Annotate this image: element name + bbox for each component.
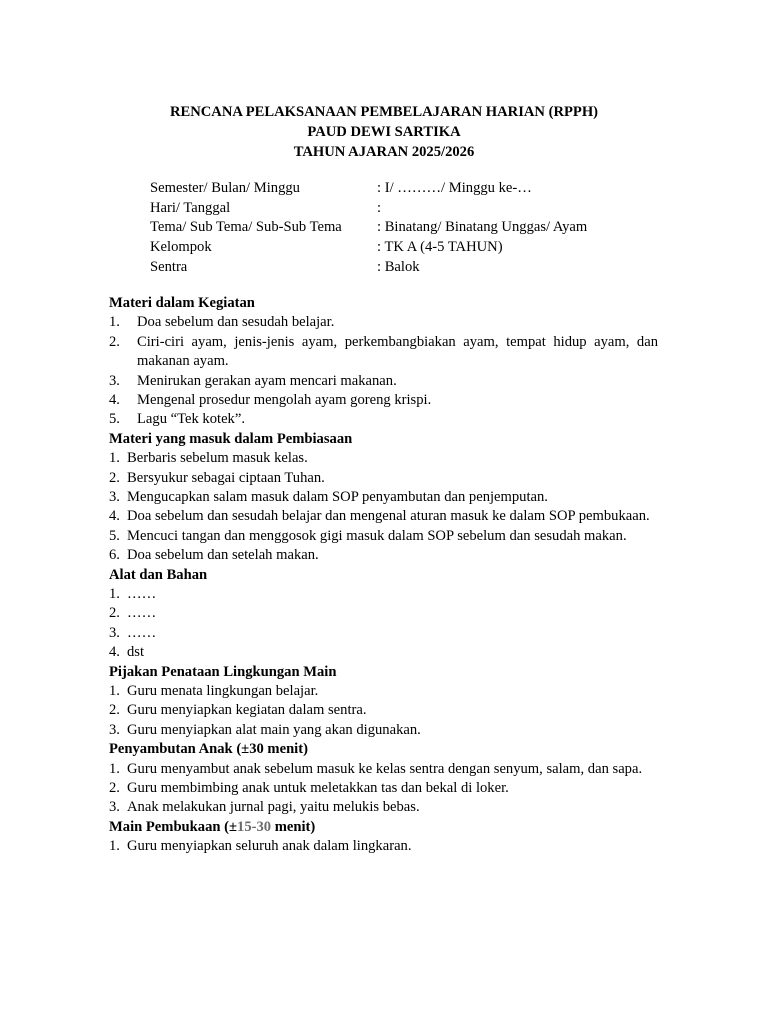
info-row-sentra: [150, 258, 587, 278]
list-text: Guru menyiapkan kegiatan dalam sentra.: [127, 702, 367, 719]
info-label: Hari/ Tanggal: [150, 199, 231, 216]
list-text: Guru menyiapkan alat main yang akan digunakan.: [127, 721, 421, 738]
list-item: [109, 391, 658, 410]
list-number: 3.: [109, 624, 120, 641]
list-pijakan: [109, 682, 658, 740]
list-number: 5.: [109, 527, 120, 544]
list-number: 3.: [109, 372, 120, 389]
info-row-hari: [150, 199, 587, 219]
list-number: 2.: [109, 333, 120, 350]
section-heading-penyambutan: Penyambutan Anak (±30 menit): [109, 741, 308, 758]
list-item: [109, 372, 658, 391]
info-value: :: [377, 199, 382, 216]
list-text: ……: [127, 624, 157, 641]
list-item: [109, 469, 658, 488]
list-number: 1.: [109, 760, 120, 777]
list-item: [109, 837, 658, 856]
list-number: 1.: [109, 838, 120, 855]
list-text: ……: [127, 605, 157, 622]
list-item: [109, 527, 658, 546]
list-number: 1.: [109, 450, 120, 467]
list-number: 2.: [109, 702, 120, 719]
section-heading-pembukaan: [109, 818, 658, 837]
list-item: [109, 333, 658, 372]
list-number: 2.: [109, 469, 120, 486]
list-item: [109, 488, 658, 507]
list-number: 1.: [109, 314, 120, 331]
list-item: [109, 410, 658, 429]
list-number: 4.: [109, 392, 120, 409]
info-value: : I/ ………/ Minggu ke-…: [377, 180, 532, 196]
list-item: [109, 604, 658, 623]
list-item: [109, 585, 658, 604]
list-item: [109, 760, 658, 779]
title-line-1: RENCANA PELAKSANAAN PEMBELAJARAN HARIAN (RPPH): [169, 104, 599, 120]
list-number: 3.: [109, 721, 120, 738]
list-item: [109, 701, 658, 720]
list-text: dst: [127, 644, 145, 661]
list-item: [109, 779, 658, 798]
list-number: 6.: [109, 547, 120, 564]
info-label: Tema/ Sub Tema/ Sub-Sub Tema: [150, 219, 342, 236]
info-label: Semester/ Bulan/ Minggu: [150, 180, 300, 196]
document-body: [109, 294, 658, 857]
list-text: Guru menata lingkungan belajar.: [127, 683, 319, 700]
list-number: 1.: [109, 586, 120, 603]
list-item: [109, 449, 658, 468]
info-row-kelompok: [150, 238, 587, 258]
list-penyambutan: [109, 760, 658, 818]
section-heading-pijakan: Pijakan Penataan Lingkungan Main: [109, 663, 337, 680]
list-text: Lagu “Tek kotek”.: [137, 411, 245, 428]
list-text: Guru membimbing anak untuk meletakkan tas dan bekal di loker.: [127, 780, 509, 797]
info-value: : Binatang/ Binatang Unggas/ Ayam: [377, 219, 588, 236]
info-label: Sentra: [150, 258, 188, 275]
list-text: Ciri-ciri ayam, jenis-jenis ayam, perkembangbiakan ayam, tempat hidup ayam, dan makanan ayam.: [137, 333, 658, 370]
info-row-semester: [150, 179, 587, 199]
section-heading-alat-bahan: Alat dan Bahan: [109, 566, 208, 583]
list-number: 3.: [109, 799, 120, 816]
list-text: Doa sebelum dan setelah makan.: [127, 547, 319, 564]
heading-duration: 15-30: [237, 818, 272, 835]
heading-text-post: menit): [271, 818, 316, 835]
list-pembukaan: [109, 837, 658, 856]
list-item: [109, 798, 658, 817]
list-alat-bahan: [109, 585, 658, 663]
list-item: [109, 682, 658, 701]
list-text: Mengucapkan salam masuk dalam SOP penyambutan dan penjemputan.: [127, 489, 548, 506]
info-value: : TK A (4-5 TAHUN): [377, 239, 503, 256]
list-text: Menirukan gerakan ayam mencari makanan.: [137, 372, 397, 389]
section-heading-materi-pembiasaan: Materi yang masuk dalam Pembiasaan: [109, 430, 353, 447]
list-item: [109, 546, 658, 565]
list-materi-pembiasaan: [109, 449, 658, 565]
title-line-3: TAHUN AJARAN 2025/2026: [293, 144, 475, 160]
info-label: Kelompok: [150, 239, 212, 256]
list-number: 2.: [109, 605, 120, 622]
list-number: 2.: [109, 780, 120, 797]
list-text: Guru menyiapkan seluruh anak dalam lingkaran.: [127, 838, 412, 855]
heading-text-pre: Main Pembukaan (±: [109, 818, 238, 835]
list-item: [109, 507, 658, 526]
list-text: Berbaris sebelum masuk kelas.: [127, 450, 308, 467]
list-item: [109, 643, 658, 662]
list-text: Bersyukur sebagai ciptaan Tuhan.: [127, 469, 325, 486]
title-line-2: PAUD DEWI SARTIKA: [307, 124, 461, 140]
list-number: 3.: [109, 489, 120, 506]
list-item: [109, 721, 658, 740]
list-text: Mencuci tangan dan menggosok gigi masuk dalam SOP sebelum dan sesudah makan.: [127, 527, 627, 544]
document-title: [0, 102, 768, 162]
list-number: 5.: [109, 411, 120, 428]
list-text: ……: [127, 586, 157, 603]
list-item: [109, 624, 658, 643]
list-text: Doa sebelum dan sesudah belajar.: [137, 314, 335, 331]
info-value: : Balok: [377, 258, 420, 275]
list-text: Anak melakukan jurnal pagi, yaitu melukis bebas.: [127, 799, 420, 816]
info-row-tema: [150, 218, 587, 238]
list-materi-kegiatan: [109, 313, 658, 429]
info-table: [150, 179, 587, 277]
list-item: [109, 313, 658, 332]
list-number: 4.: [109, 644, 120, 661]
list-text: Mengenal prosedur mengolah ayam goreng krispi.: [137, 392, 432, 409]
list-number: 4.: [109, 508, 120, 525]
list-text: Guru menyambut anak sebelum masuk ke kelas sentra dengan senyum, salam, dan sapa.: [127, 760, 643, 777]
section-heading-materi-kegiatan: Materi dalam Kegiatan: [109, 295, 255, 311]
list-text: Doa sebelum dan sesudah belajar dan mengenal aturan masuk ke dalam SOP pembukaan.: [127, 508, 650, 525]
list-number: 1.: [109, 683, 120, 700]
